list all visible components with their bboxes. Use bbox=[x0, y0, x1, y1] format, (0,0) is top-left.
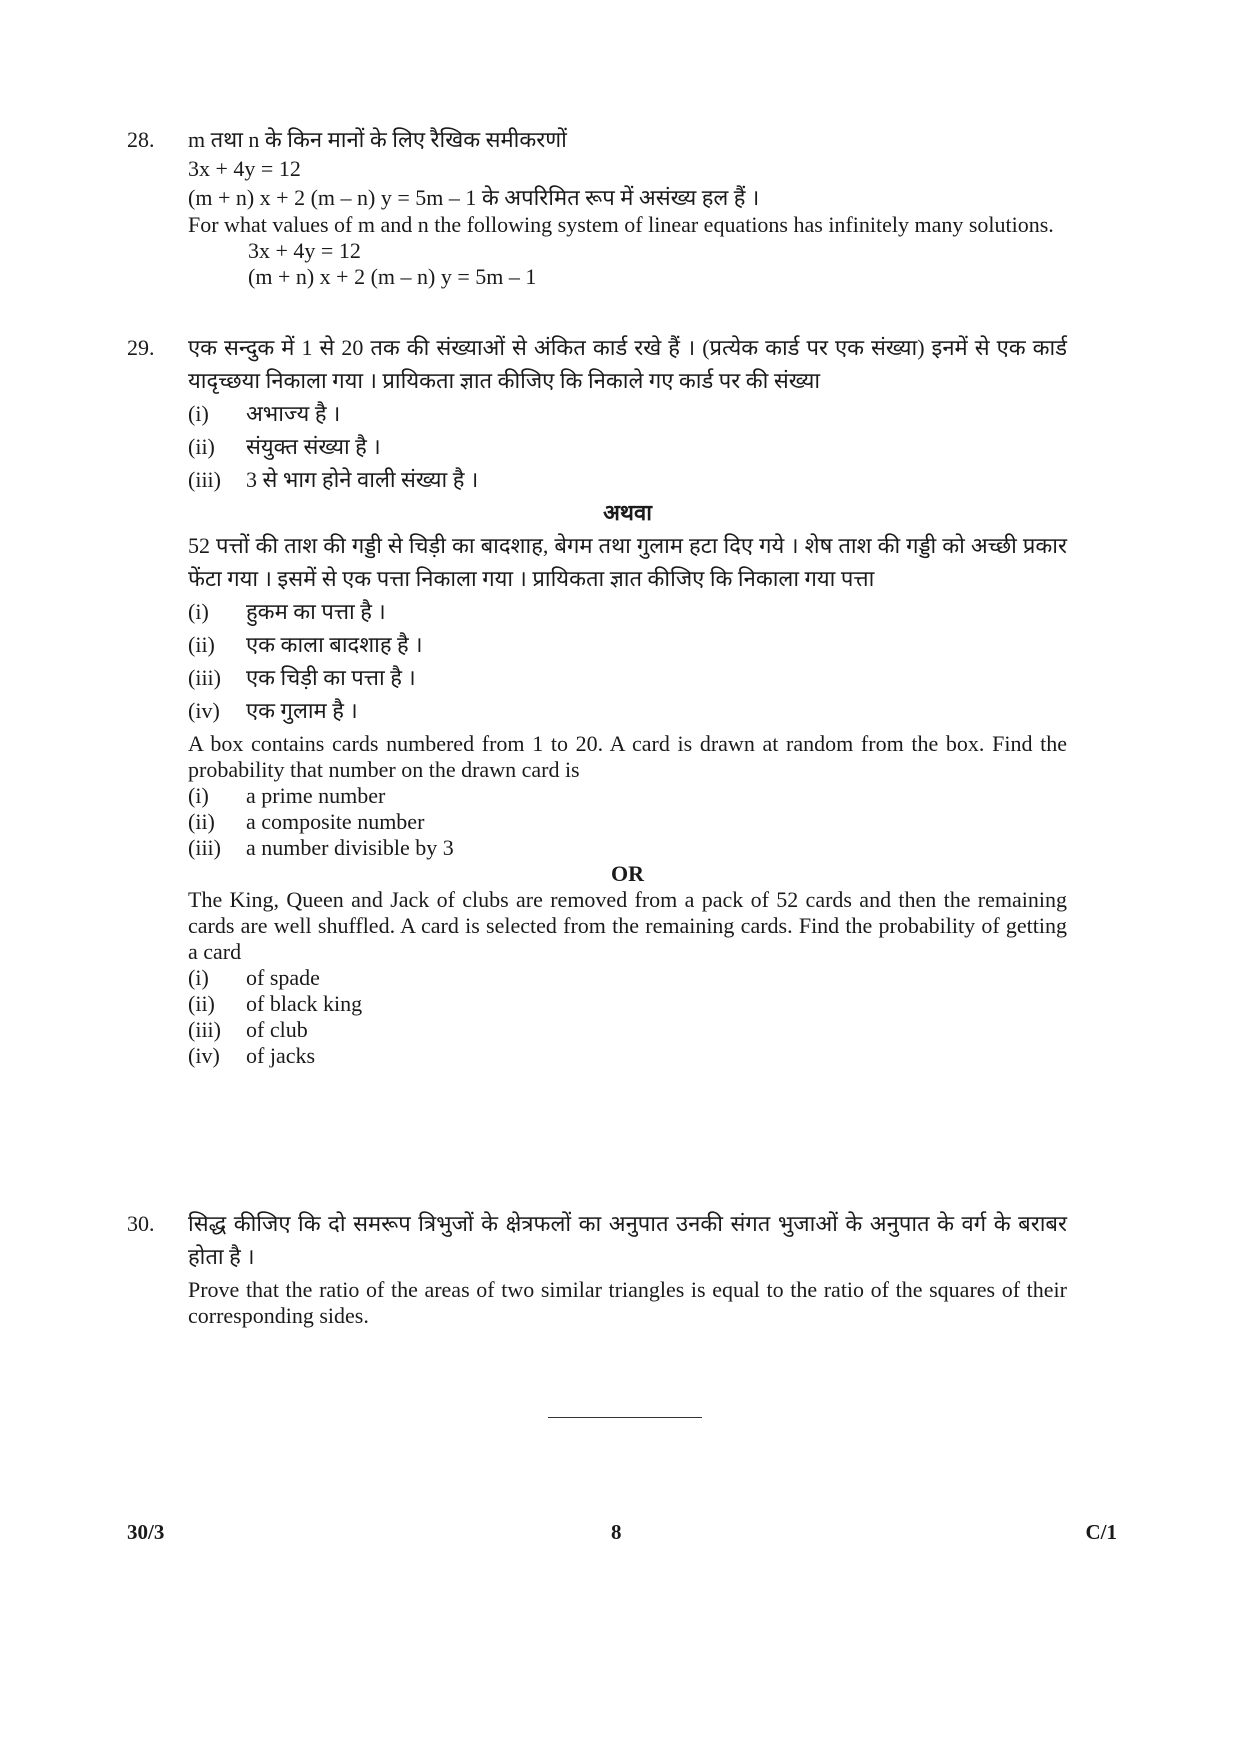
set-code: C/1 bbox=[1085, 1520, 1117, 1544]
question-number: 30. bbox=[127, 1211, 155, 1236]
item-text: of black king bbox=[246, 991, 363, 1016]
item-number: (iv) bbox=[188, 1043, 220, 1068]
item-number: (i) bbox=[188, 783, 209, 808]
list-item bbox=[188, 463, 1067, 496]
q29-english-or-text: The King, Queen and Jack of clubs are removed from a pack of 52 cards and then the remaining cards are well shuffled. A card is selected from the remaining cards. Find the probability of getting a card bbox=[188, 887, 1067, 964]
item-text: of spade bbox=[246, 965, 320, 990]
list-item bbox=[188, 661, 1067, 694]
q28-hindi-eq2: (m + n) x + 2 (m – n) y = 5m – 1 के अपरिमित रूप में असंख्य हल हैं । bbox=[188, 185, 760, 210]
q30-english-text: Prove that the ratio of the areas of two similar triangles is equal to the ratio of the squares of their corresponding sides. bbox=[188, 1277, 1067, 1328]
list-item bbox=[188, 397, 1067, 430]
paper-code: 30/3 bbox=[127, 1520, 165, 1544]
item-number: (iii) bbox=[188, 467, 221, 492]
q29-english-or-items bbox=[188, 965, 1067, 1069]
question-number: 28. bbox=[127, 127, 155, 152]
item-text: 3 से भाग होने वाली संख्या है । bbox=[246, 467, 479, 492]
item-number: (i) bbox=[188, 599, 209, 624]
list-item bbox=[188, 628, 1067, 661]
q29-hindi-items bbox=[188, 397, 1067, 496]
item-text: a number divisible by 3 bbox=[246, 835, 454, 860]
item-text: अभाज्य है । bbox=[246, 401, 341, 426]
q28-hindi-eq1: 3x + 4y = 12 bbox=[188, 156, 301, 181]
item-number: (i) bbox=[188, 401, 209, 426]
item-number: (iii) bbox=[188, 1017, 221, 1042]
item-text: a prime number bbox=[246, 783, 386, 808]
item-text: एक गुलाम है । bbox=[246, 698, 358, 723]
item-number: (iii) bbox=[188, 665, 221, 690]
list-item bbox=[188, 430, 1067, 463]
item-text: of jacks bbox=[246, 1043, 316, 1068]
item-number: (ii) bbox=[188, 434, 215, 459]
list-item bbox=[188, 595, 1067, 628]
item-number: (iii) bbox=[188, 835, 221, 860]
q29-english-text: A box contains cards numbered from 1 to 20. A card is drawn at random from the box. Find the probability that number on the drawn card is bbox=[188, 731, 1067, 782]
question-28 bbox=[127, 125, 1067, 290]
item-number: (ii) bbox=[188, 991, 215, 1016]
q28-english-text: For what values of m and n the following system of linear equations has infinitely many solutions. bbox=[188, 212, 1054, 237]
list-item bbox=[188, 991, 1067, 1017]
item-text: एक चिड़ी का पत्ता है । bbox=[246, 665, 416, 690]
hindi-or-label: अथवा bbox=[603, 500, 652, 525]
question-30 bbox=[127, 1207, 1067, 1329]
q28-english-eq1: 3x + 4y = 12 bbox=[248, 238, 361, 263]
list-item bbox=[188, 1043, 1067, 1069]
q30-hindi-text: सिद्ध कीजिए कि दो समरूप त्रिभुजों के क्षेत्रफलों का अनुपात उनकी संगत भुजाओं के अनुपात के वर्ग के बराबर होता है । bbox=[188, 1211, 1067, 1269]
q29-hindi-or-text: 52 पत्तों की ताश की गड्डी से चिड़ी का बादशाह, बेगम तथा गुलाम हटा दिए गये । शेष ताश की गड्डी को अच्छी प्रकार फेंटा गया । इसमें से एक पत्ता निकाला गया । प्रायिकता ज्ञात कीजिए कि निकाला गया पत्ता bbox=[188, 533, 1067, 591]
list-item bbox=[188, 783, 1067, 809]
item-text: हुकम का पत्ता है । bbox=[246, 599, 386, 624]
item-text: संयुक्त संख्या है । bbox=[246, 434, 381, 459]
q29-hindi-or-items bbox=[188, 595, 1067, 727]
list-item bbox=[188, 835, 1067, 861]
list-item bbox=[188, 1017, 1067, 1043]
q29-hindi-text: एक सन्दुक में 1 से 20 तक की संख्याओं से अंकित कार्ड रखे हैं । (प्रत्येक कार्ड पर एक संख्या) इनमें से एक कार्ड यादृच्छया निकाला गया । प्रायिकता ज्ञात कीजिए कि निकाले गए कार्ड पर की संख्या bbox=[188, 335, 1067, 393]
question-29 bbox=[127, 331, 1067, 1069]
end-separator-line bbox=[548, 1417, 702, 1418]
item-number: (iv) bbox=[188, 698, 220, 723]
q28-hindi-intro: m तथा n के किन मानों के लिए रैखिक समीकरणों bbox=[188, 127, 567, 152]
list-item bbox=[188, 694, 1067, 727]
question-number: 29. bbox=[127, 335, 155, 360]
item-text: of club bbox=[246, 1017, 308, 1042]
page-number: 8 bbox=[611, 1520, 622, 1544]
item-number: (i) bbox=[188, 965, 209, 990]
q29-english-items bbox=[188, 783, 1067, 861]
english-or-label: OR bbox=[611, 861, 644, 886]
list-item bbox=[188, 809, 1067, 835]
item-number: (ii) bbox=[188, 632, 215, 657]
item-text: एक काला बादशाह है । bbox=[246, 632, 423, 657]
q28-english-eq2: (m + n) x + 2 (m – n) y = 5m – 1 bbox=[248, 264, 537, 289]
item-number: (ii) bbox=[188, 809, 215, 834]
item-text: a composite number bbox=[246, 809, 425, 834]
list-item bbox=[188, 965, 1067, 991]
